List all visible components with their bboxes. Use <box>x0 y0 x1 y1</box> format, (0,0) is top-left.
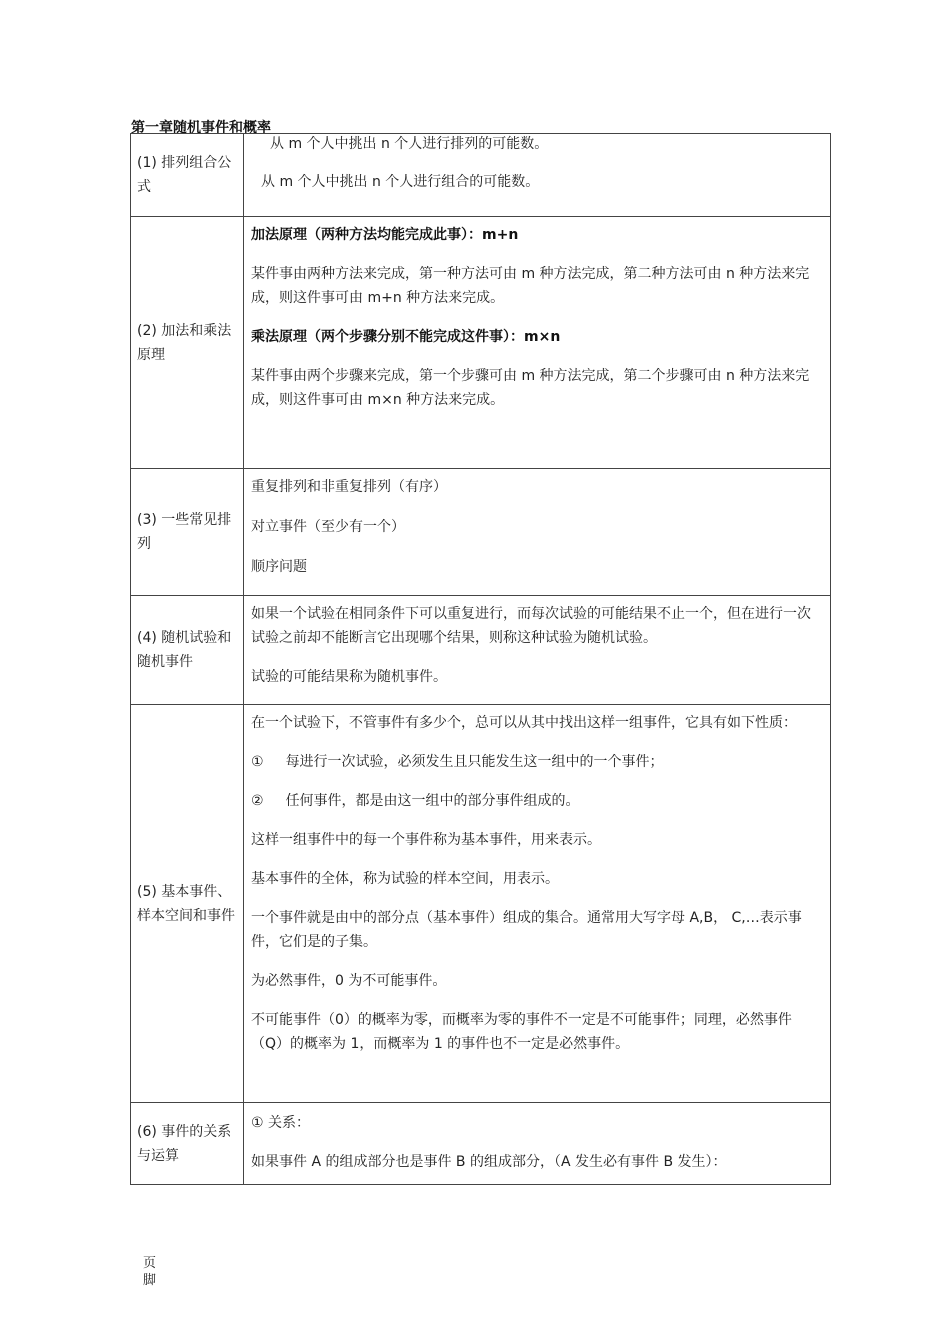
row-content <box>244 469 831 596</box>
content-line: 从 m 个人中挑出 n 个人进行组合的可能数。 <box>261 174 540 190</box>
list-text: 任何事件，都是由这一组中的部分事件组成的。 <box>285 793 580 809</box>
row-content <box>244 596 831 705</box>
chapter-title: 第一章随机事件和概率 <box>131 120 271 136</box>
row-label <box>131 705 244 1103</box>
table-row <box>131 469 831 596</box>
content-line: 乘法原理（两个步骤分别不能完成这件事）：m×n <box>251 329 561 345</box>
content-line: 某件事由两种方法来完成，第一种方法可由 m 种方法完成，第二种方法可由 n 种方法来完成，则这件事可由 m+n 种方法来完成。 <box>251 266 810 306</box>
content-line: 一个事件就是由中的部分点（基本事件）组成的集合。通常用大写字母 A,B， C,…表示事件，它们是的子集。 <box>251 910 802 950</box>
table-row <box>131 705 831 1103</box>
row-content <box>244 217 831 469</box>
content-line: 基本事件的全体，称为试验的样本空间，用表示。 <box>251 871 559 887</box>
row-label <box>131 134 244 217</box>
content-line: 不可能事件（0）的概率为零，而概率为零的事件不一定是不可能事件；同理，必然事件（Q）的概率为 1，而概率为 1 的事件也不一定是必然事件。 <box>251 1012 792 1052</box>
page-footer: 页脚 <box>143 1256 157 1288</box>
table-row <box>131 596 831 705</box>
row-label <box>131 1103 244 1185</box>
table-row <box>131 1103 831 1185</box>
content-line <box>251 789 822 813</box>
row-label-text: (1) 排列组合公式 <box>137 155 232 195</box>
content-line: 如果事件 A 的组成部分也是事件 B 的组成部分，（A 发生必有事件 B 发生）： <box>251 1154 727 1170</box>
content-line: 重复排列和非重复排列（有序） <box>251 479 447 495</box>
circled-number: ② <box>251 793 264 809</box>
row-content <box>244 705 831 1103</box>
row-label <box>131 217 244 469</box>
row-content <box>244 134 831 217</box>
row-label-text: (2) 加法和乘法原理 <box>137 322 232 363</box>
row-label-text: (3) 一些常见排列 <box>137 512 232 552</box>
content-table <box>130 133 831 1185</box>
table-row <box>131 134 831 217</box>
row-label-text: (6) 事件的关系与运算 <box>137 1123 232 1164</box>
content-line: 如果一个试验在相同条件下可以重复进行，而每次试验的可能结果不止一个，但在进行一次试验之前却不能断言它出现哪个结果，则称这种试验为随机试验。 <box>251 606 811 646</box>
content-line: ① 关系： <box>251 1115 311 1131</box>
content-line: 对立事件（至少有一个） <box>251 519 405 535</box>
row-label-text: (5) 基本事件、样本空间和事件 <box>137 883 235 924</box>
content-line: 顺序问题 <box>251 559 307 575</box>
list-text: 每进行一次试验，必须发生且只能发生这一组中的一个事件； <box>285 754 664 770</box>
row-label <box>131 596 244 705</box>
row-label <box>131 469 244 596</box>
content-line: 从 m 个人中挑出 n 个人进行排列的可能数。 <box>270 136 549 152</box>
content-line: 为必然事件，0 为不可能事件。 <box>251 973 447 989</box>
row-content <box>244 1103 831 1185</box>
circled-number: ① <box>251 754 264 770</box>
content-line <box>251 750 822 774</box>
content-line: 在一个试验下，不管事件有多少个，总可以从其中找出这样一组事件，它具有如下性质： <box>251 715 797 731</box>
content-line: 试验的可能结果称为随机事件。 <box>251 669 447 685</box>
content-line: 这样一组事件中的每一个事件称为基本事件，用来表示。 <box>251 832 601 848</box>
content-line: 加法原理（两种方法均能完成此事）：m+n <box>251 227 519 243</box>
table-row <box>131 217 831 469</box>
content-line: 某件事由两个步骤来完成，第一个步骤可由 m 种方法完成，第二个步骤可由 n 种方法来完成，则这件事可由 m×n 种方法来完成。 <box>251 368 810 408</box>
row-label-text: (4) 随机试验和随机事件 <box>137 630 232 670</box>
